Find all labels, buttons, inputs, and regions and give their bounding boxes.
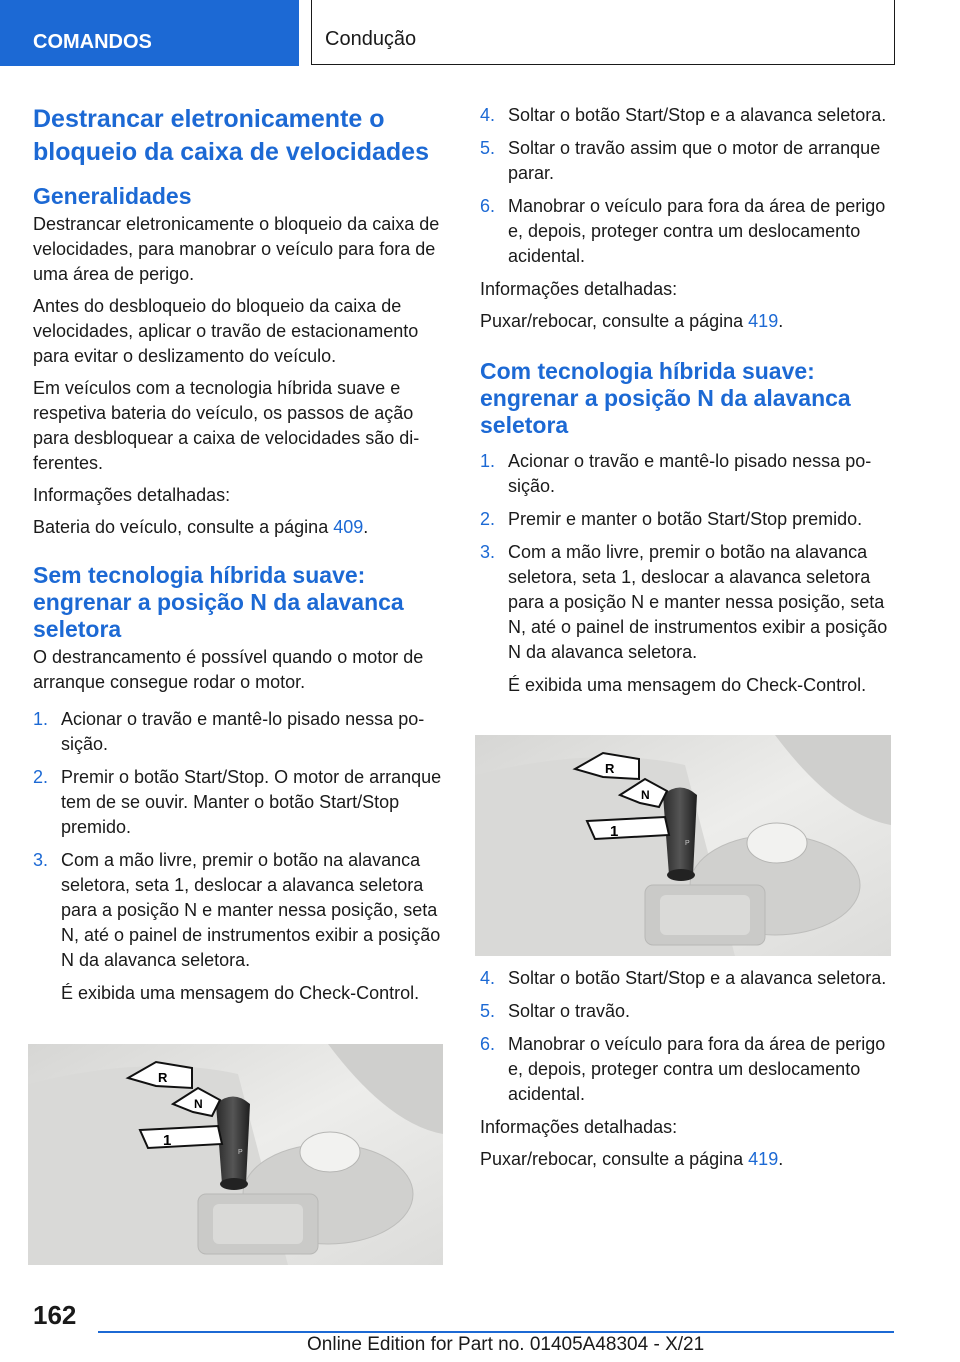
svg-text:1: 1 [163,1132,172,1149]
lever-marking: P [238,1149,243,1156]
list-item [480,966,892,991]
step-text: Soltar o botão Start/Stop e a alavanca seletora. [508,105,887,125]
step-number: 3. [33,850,49,870]
svg-text:R: R [158,1070,168,1085]
paragraph: O destrancamento é possível quando o motor de arranque consegue rodar o motor. [33,647,424,692]
paragraph: Antes do desbloqueio do bloqueio da caixa de velocidades, aplicar o travão de estacionamento para evitar o deslizamento do veículo. [33,296,419,366]
list-item [480,540,892,665]
list-item [33,848,445,973]
with-hybrid-heading: Com tecnologia híbrida suave: engrenar a posição N da alavanca seletora [480,358,851,438]
step-number: 5. [480,1001,496,1021]
arrow-1-icon [140,1126,222,1149]
info-label: Informações detalhadas: [33,485,231,505]
step-number: 5. [480,138,496,158]
step-number: 3. [480,542,496,562]
step-text: Soltar o travão assim que o motor de arranque parar. [508,138,881,183]
list-item [480,103,892,128]
step-number: 1. [33,709,49,729]
step-number: 4. [480,105,496,125]
right-column [480,103,892,1169]
list-item [480,449,892,499]
left-column [33,103,445,1016]
reference-end: . [363,517,369,537]
step-number: 2. [33,767,49,787]
steps-list [480,966,892,1179]
steps-list [480,449,892,665]
step-text: Premir e manter o botão Start/Stop premido. [508,509,863,529]
paragraph: Destrancar eletronicamente o bloqueio da caixa de velocidades, para manobrar o veículo para fora de uma área de perigo. [33,214,440,284]
paragraph: Em veículos com a tecnologia híbrida suave e respetiva bateria do veículo, os passos de ação para desbloquear a caixa de velocidades são diferentes. [33,378,420,473]
cross-reference [33,515,445,540]
reference-text: Puxar/rebocar, consulte a página [480,1149,749,1169]
step-text: Acionar o travão e mantê-lo pisado nessa posição. [61,709,425,754]
list-item [480,136,892,186]
lever-marking: P [685,840,690,847]
gear-lever-illustration [28,1044,443,1265]
gear-lever-drawing [475,735,891,956]
step-number: 6. [480,1034,496,1054]
reference-end: . [778,1149,784,1169]
step-text: Manobrar o veículo para fora da área de perigo e, depois, proteger contra um deslocamento acidental. [508,196,886,266]
info-label: Informações detalhadas: [480,279,678,299]
general-heading: Generalidades [33,183,192,209]
step-number: 1. [480,451,496,471]
info-label: Informações detalhadas: [480,1117,678,1137]
gear-lever-illustration [475,735,891,956]
edition-note: Online Edition for Part no. 01405A48304 - X/21 [307,1334,705,1355]
step-text: Manobrar o veículo para fora da área de perigo e, depois, proteger contra um deslocamento acidental. [508,1034,886,1104]
section-title: Condução [325,28,417,50]
chapter-tab[interactable]: COMANDOS [0,0,299,66]
cross-reference [480,309,892,334]
page-link[interactable]: 419 [748,1149,779,1169]
arrow-1-icon [587,817,669,840]
without-hybrid-heading: Sem tecnologia híbrida suave: engrenar a posição N da alavanca seletora [33,562,404,642]
list-item [480,507,892,532]
list-item [33,765,445,840]
page-link[interactable]: 419 [748,311,779,331]
steps-list [480,103,892,269]
reference-end: . [778,311,784,331]
gear-lever-drawing [28,1044,443,1265]
svg-text:R: R [605,761,615,776]
steps-list [33,707,445,973]
page-number: 162 [33,1300,77,1330]
reference-text: Bateria do veículo, consulte a página [33,517,334,537]
step-text: Premir o botão Start/Stop. O motor de arranque tem de se ouvir. Manter o botão Start/Stop premido. [61,767,442,837]
step-text: Soltar o travão. [508,1001,631,1021]
step-number: 4. [480,968,496,988]
reference-text: Puxar/rebocar, consulte a página [480,311,749,331]
svg-text:N: N [194,1097,203,1111]
step-text: Com a mão livre, premir o botão na alavanca seletora, seta 1, deslocar a alavanca seletora para a posição N e manter nessa posição, seta N, até o painel de instrumentos exibir a posição N da alavanca seletora. [508,542,888,662]
list-item [480,999,892,1024]
step-text: Soltar o botão Start/Stop e a alavanca seletora. [508,968,887,988]
cross-reference [480,1147,892,1172]
step-number: 6. [480,196,496,216]
footer-divider [98,1331,894,1333]
step-note: É exibida uma mensagem do Check-Control. [508,675,867,695]
svg-text:1: 1 [610,823,619,840]
list-item [480,194,892,269]
page-link[interactable]: 409 [333,517,364,537]
svg-text:N: N [641,788,650,802]
page-title: Destrancar eletronicamente o bloqueio da caixa de velocidades [33,105,429,166]
step-number: 2. [480,509,496,529]
step-text: Com a mão livre, premir o botão na alavanca seletora, seta 1, deslocar a alavanca seletora para a posição N e manter nessa posição, seta N, até o painel de instrumentos exibir a posição N da alavanca seletora. [61,850,441,970]
step-note: É exibida uma mensagem do Check-Control. [61,983,420,1003]
list-item [480,1032,892,1107]
list-item [33,707,445,757]
step-text: Acionar o travão e mantê-lo pisado nessa posição. [508,451,872,496]
